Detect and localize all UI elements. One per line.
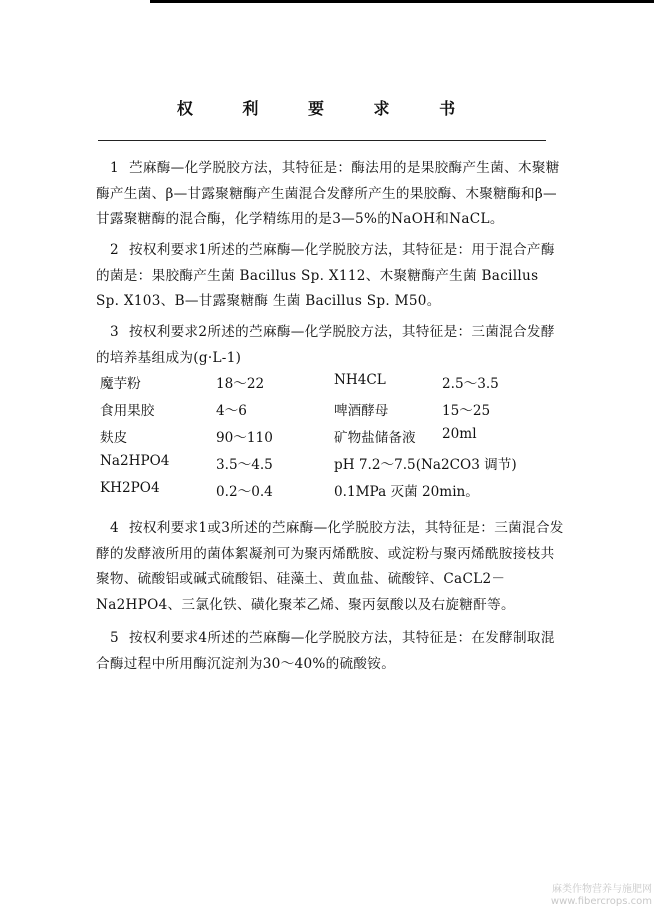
claim-number: 2 (110, 242, 119, 258)
site-watermark (551, 884, 652, 908)
claim-number: 3 (110, 324, 119, 340)
claim-text: 按权利要求1所述的苎麻酶—化学脱胶方法，其特征是：用于混合产酶的菌是：果胶酶产生菌 Bacillus Sp. X112、木聚糖酶产生菌 Bacillus Sp. X103、B—甘露聚糖酶 生菌 Bacillus Sp. M50。 (96, 242, 555, 309)
header-rule (150, 0, 654, 3)
table-row (96, 426, 566, 452)
claim-4 (96, 516, 566, 618)
claim-3 (96, 320, 566, 371)
ingredient-name: 矿物盐储备液 (334, 430, 416, 446)
claim-1 (96, 156, 566, 233)
claim-number: 5 (110, 630, 119, 646)
watermark-line: www.fibercrops.com (550, 896, 652, 907)
claim-number: 4 (110, 520, 119, 536)
table-row (96, 480, 566, 506)
claim-text: 苎麻酶—化学脱胶方法，其特征是：酶法用的是果胶酶产生菌、木聚糖酶产生菌、β—甘露聚糖酶产生菌混合发酵所产生的果胶酶、木聚糖酶和β—甘露聚糖酶的混合酶，化学精练用的是3—5%的NaOH和NaCL。 (96, 160, 560, 227)
ingredient-amount: 2.5～3.5 (442, 376, 499, 392)
ingredient-amount: 4～6 (216, 403, 247, 419)
claim-text: 按权利要求4所述的苎麻酶—化学脱胶方法，其特征是：在发酵制取混合酶过程中所用酶沉淀剂为30～40%的硫酸铵。 (96, 630, 555, 672)
ingredient-amount: 20ml (442, 426, 477, 442)
ingredient-name: 魔芋粉 (100, 376, 141, 392)
page-title: 权 利 要 求 书 (176, 99, 478, 118)
sterilization-note: 0.1MPa 灭菌 20min。 (334, 484, 479, 500)
claim-text: 按权利要求1或3所述的苎麻酶—化学脱胶方法，其特征是：三菌混合发酵的发酵液所用的菌体絮凝剂可为聚丙烯酰胺、或淀粉与聚丙烯酰胺接枝共聚物、硫酸铝或碱式硫酸铝、硅藻土、黄血盐、硫酸锌、CaCL2－Na2HPO4、三氯化铁、磺化聚苯乙烯、聚丙氨酸以及右旋糖酐等。 (96, 520, 564, 613)
ingredient-name: NH4CL (334, 372, 386, 388)
ingredient-name: 食用果胶 (100, 403, 155, 419)
ingredient-amount: 3.5～4.5 (216, 457, 273, 473)
table-row (96, 372, 566, 398)
watermark-line: 麻类作物营养与施肥网 (552, 884, 652, 895)
title-rule (98, 140, 546, 141)
claim-5 (96, 626, 566, 677)
ingredient-amount: 0.2～0.4 (216, 484, 273, 500)
ingredient-amount: 18～22 (216, 376, 265, 392)
claim-text: 按权利要求2所述的苎麻酶—化学脱胶方法，其特征是：三菌混合发酵的培养基组成为(g·L-1) (96, 324, 555, 366)
ingredient-amount: 15～25 (442, 403, 491, 419)
claim-2 (96, 238, 566, 315)
table-row (96, 399, 566, 425)
ingredient-note: pH 7.2～7.5(Na2CO3 调节) (334, 457, 517, 473)
ingredient-amount: 90～110 (216, 430, 273, 446)
ingredient-name: Na2HPO4 (100, 453, 170, 469)
claim-number: 1 (110, 160, 119, 176)
ingredient-name: KH2PO4 (100, 480, 160, 496)
ingredient-name: 麸皮 (100, 430, 128, 446)
ingredient-name: 啤酒酵母 (334, 403, 389, 419)
table-row (96, 453, 566, 479)
